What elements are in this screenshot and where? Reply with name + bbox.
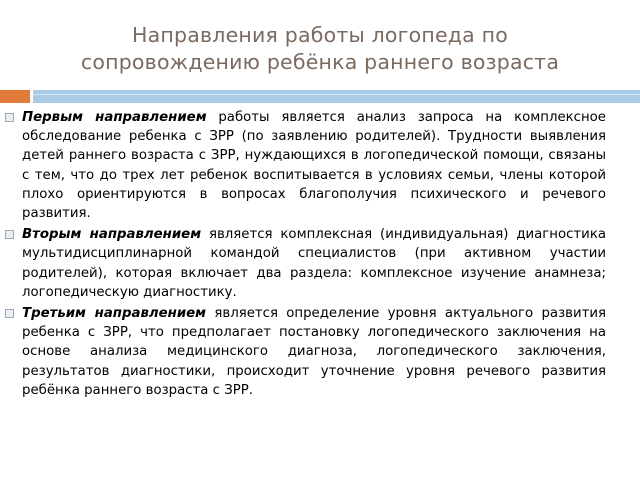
divider-accent-orange [0,90,30,103]
bullet-text: является комплексная (индивидуальная) диагностика мультидисциплинарной командой специалистов (при активном участии родителей), которая включает два раздела: комплексное изучение анамнеза; логопедическую диагностику. [22,227,606,300]
bullet-item-third-direction [0,304,640,400]
bullet-text: работы является анализ запроса на комплексное обследование ребенка с ЗРР (по заявлению родителей). Трудности выявления детей раннего возраста с ЗРР, нуждающихся в логопедической помощи, связаны с тем, что до трех лет ребенок воспитывается в условиях семьи, члены которой плохо ориентируются в вопросах благополучия психического и речевого развития. [22,110,606,222]
bullet-text: является определение уровня актуального развития ребенка с ЗРР, что предполагает постановку логопедического заключения на основе анализа медицинского диагноза, логопедического заключения, результатов диагностики, происходит уточнение уровня речевого развития ребёнка раннего возраста с ЗРР. [22,306,607,398]
bullet-list [0,108,640,402]
bullet-lead: Вторым направлением [22,227,202,243]
title-divider [0,90,640,103]
square-bullet-icon [5,309,14,318]
slide-title-line-2: сопровождению ребёнка раннего возраста [80,50,560,74]
bullet-item-first-direction [0,108,640,223]
slide-title [0,22,640,76]
bullet-lead: Первым направлением [22,110,207,125]
square-bullet-icon [5,113,14,122]
slide-title-line-1: Направления работы логопеда по [132,23,508,47]
bullet-item-second-direction [0,225,640,302]
square-bullet-icon [5,230,14,239]
divider-accent-blue [33,90,640,103]
bullet-lead: Третьим направлением [22,306,207,322]
